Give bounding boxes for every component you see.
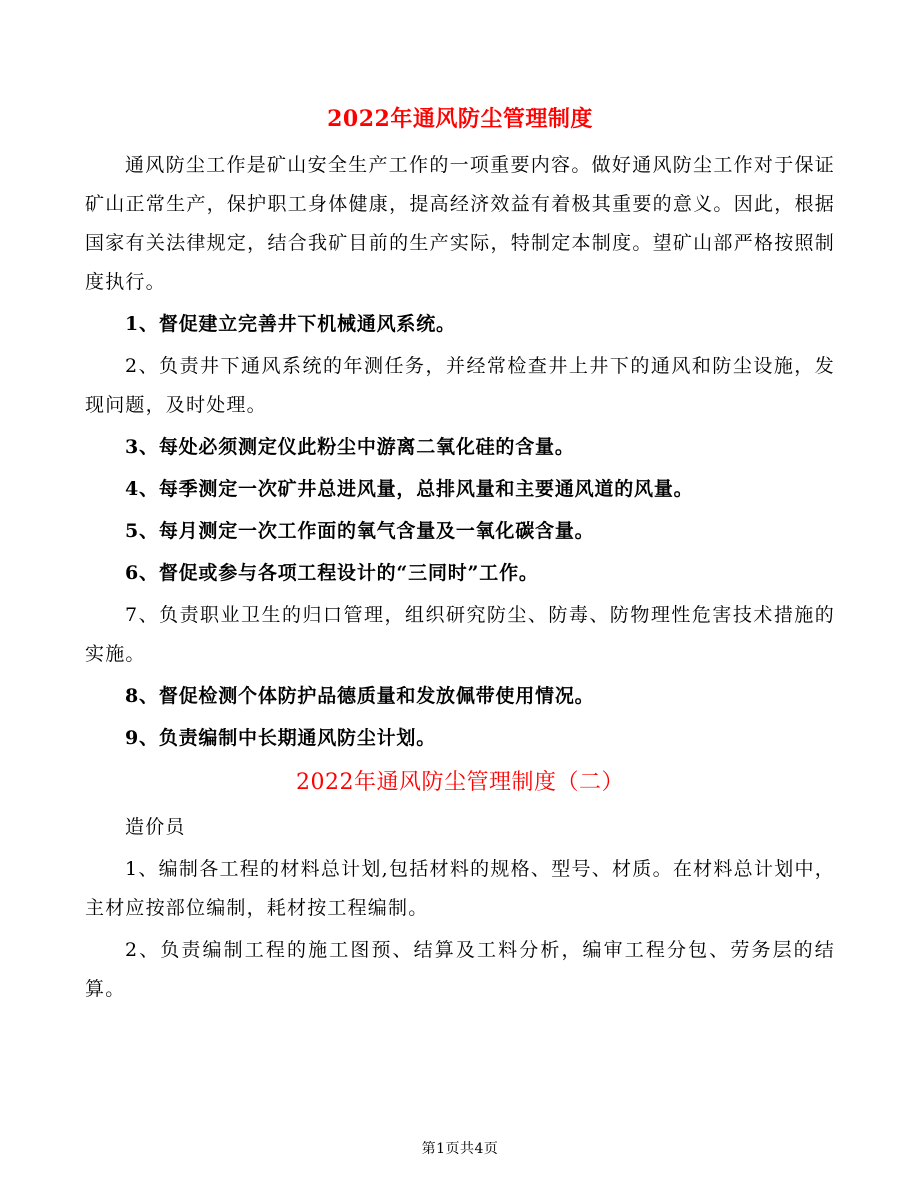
list-item: 9、负责编制中长期通风防尘计划。 (125, 727, 437, 749)
list-item: 8、督促检测个体防护品德质量和发放佩带使用情况。 (125, 685, 595, 707)
list-item: 3、每处必须测定仪此粉尘中游离二氧化硅的含量。 (125, 436, 575, 458)
list-item: 1、督促建立完善井下机械通风系统。 (125, 313, 456, 335)
list-item: 2、负责井下通风系统的年测任务，并经常检查井上井下的通风和防尘设施，发现问题，及时处理。 (85, 355, 835, 416)
list-item: 4、每季测定一次矿井总进风量，总排风量和主要通风道的风量。 (125, 478, 694, 500)
list-item: 7、负责职业卫生的归口管理，组织研究防尘、防毒、防物理性危害技术措施的实施。 (85, 604, 835, 665)
role-label: 造价员 (125, 816, 186, 838)
list-item: 5、每月测定一次工作面的氧气含量及一氧化碳含量。 (125, 520, 595, 542)
section-title: 2022年通风防尘管理制度（二） (296, 770, 624, 795)
list-item: 2、负责编制工程的施工图预、结算及工料分析，编审工程分包、劳务层的结算。 (85, 939, 835, 1000)
document-title: 2022年通风防尘管理制度 (327, 106, 593, 132)
document-page (85, 100, 835, 1012)
page-number: 第1页共4页 (421, 1141, 499, 1157)
list-item: 6、督促或参与各项工程设计的“三同时”工作。 (125, 562, 539, 584)
intro-paragraph: 通风防尘工作是矿山安全生产工作的一项重要内容。做好通风防尘工作对于保证矿山正常生产，保护职工身体健康，提高经济效益有着极其重要的意义。因此，根据国家有关法律规定，结合我矿目前的生产实际，特制定本制度。望矿山部严格按照制度执行。 (85, 154, 835, 293)
list-item: 1、编制各工程的材料总计划,包括材料的规格、型号、材质。在材料总计划中，主材应按部位编制，耗材按工程编制。 (85, 858, 835, 919)
